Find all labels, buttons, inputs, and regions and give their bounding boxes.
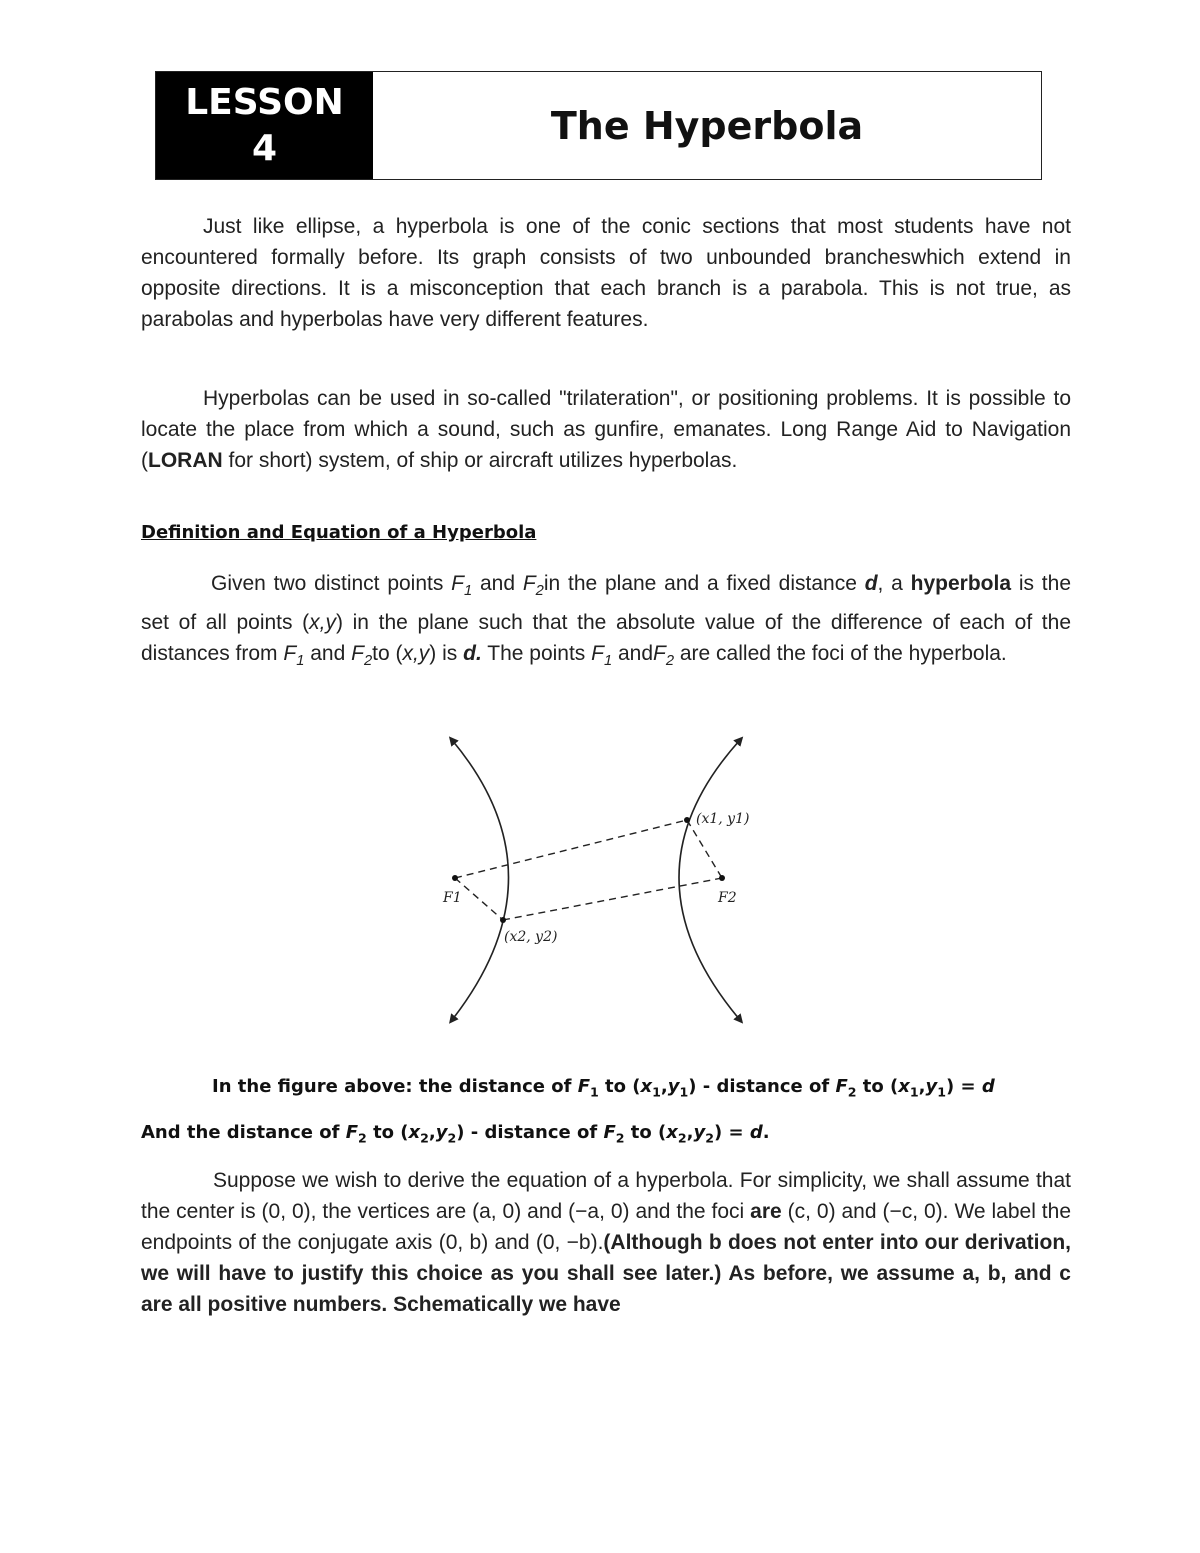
dashed-p1-to-f2 <box>687 820 722 878</box>
derivation-text: Suppose we wish to derive the equation of a hyperbola. For simplicity, we shall assume that the center is (0, 0), the vertices are (a, 0) and (−a, 0) and the foci are (c, 0) and (−c, 0). We label the endpoints of the conjugate axis (0, b) and (0, −b).(Although b does not enter into our derivation, we will have to justify this choice as you shall see later.) As before, we assume a, b, and c are all positive numbers. Schematically we have <box>141 1169 1071 1316</box>
lesson-number: 4 <box>251 127 278 169</box>
intro-paragraph-2 <box>141 383 1071 476</box>
label-p2: (x2, y2) <box>504 929 558 945</box>
derivation-paragraph <box>141 1165 1071 1320</box>
intro-paragraph-2-text <box>141 383 1071 476</box>
caption-line-1: In the figure above: the distance of $F_1$ to $(x_1,y_1)$ - distance of $F_2$ to $(x_1,y_1) = d$ <box>212 1076 995 1100</box>
focus-f2-point <box>719 875 725 881</box>
caption-line-2: And the distance of $F_2$ to $(x_2,y_2)$ - distance of $F_2$ to $(x_2,y_2) = d$. <box>141 1122 770 1146</box>
page-title: The Hyperbola <box>550 103 864 148</box>
label-p1: (x1, y1) <box>696 811 750 827</box>
p2-text-a: Hyperbolas can be used in so-called "trilateration", or positioning problems. It is possible to locate the place from which a sound, such as gunfire, emanates. Long Range Aid to Navigation ( <box>141 387 1071 472</box>
lesson-header <box>155 71 1042 180</box>
label-f2: F2 <box>718 890 737 906</box>
dashed-f1-to-p2 <box>455 878 503 920</box>
lesson-word: LESSON <box>185 81 344 123</box>
label-f1: F1 <box>443 890 462 906</box>
point-p2 <box>500 917 506 923</box>
intro-paragraph-1 <box>141 211 1071 335</box>
definition-paragraph <box>141 568 1071 677</box>
p2-text-c: for short) system, of ship or aircraft utilizes hyperbolas. <box>222 449 738 472</box>
hyperbola-figure <box>400 730 800 1030</box>
focus-f1-point <box>452 875 458 881</box>
loran-term: LORAN <box>148 449 223 472</box>
dashed-p2-to-f2 <box>503 878 722 920</box>
section-heading: Definition and Equation of a Hyperbola <box>141 522 537 543</box>
hyperbola-term: hyperbola <box>910 572 1012 595</box>
lesson-badge <box>156 72 373 179</box>
definition-text: Given two distinct points $F_1$ and $F_2in$ the plane and a fixed distance d, a hyperbola is the set of all points (x,y) in the plane such that the absolute value of the difference of each of the distances from $F_1$ and $F_2to$ (x,y) is d. The points $F_1$ andF$_2$ are called the foci of the hyperbola. <box>141 572 1072 670</box>
point-p1 <box>684 817 690 823</box>
intro-paragraph-1-text: Just like ellipse, a hyperbola is one of the conic sections that most students have not encountered formally before. Its graph consists of two unbounded brancheswhich extend in opposite directions. It is a misconception that each branch is a parabola. This is not true, as parabolas and hyperbolas have very different features. <box>141 215 1071 331</box>
left-branch <box>452 740 509 1020</box>
dashed-f1-to-p1 <box>455 820 687 878</box>
